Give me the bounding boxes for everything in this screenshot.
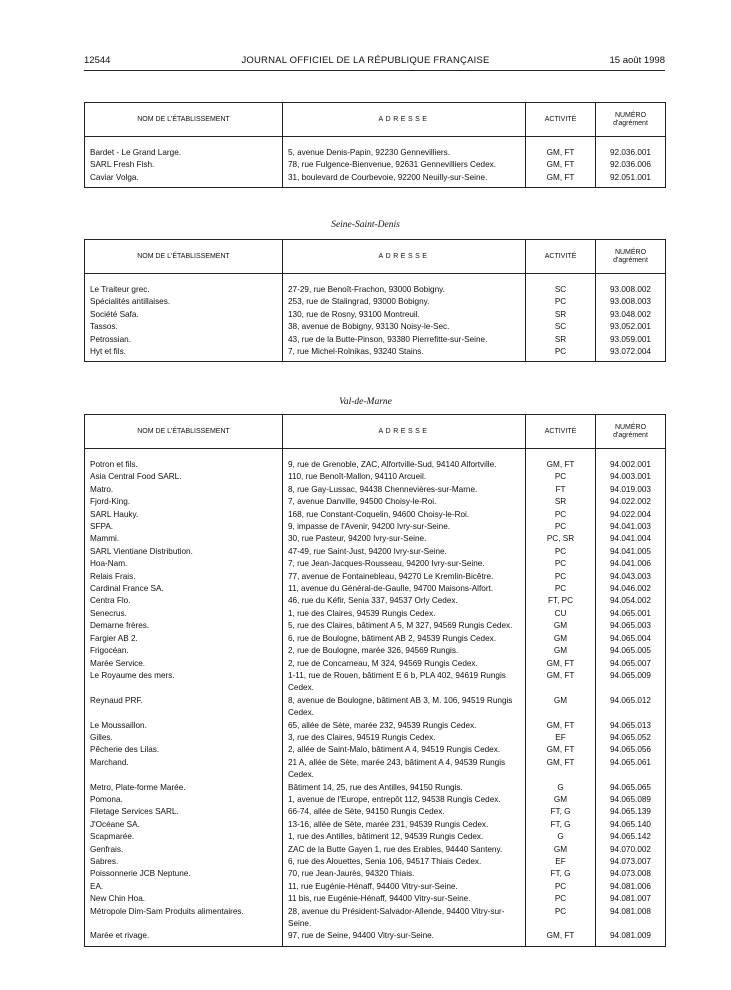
- establishment-activity: GM: [526, 633, 596, 645]
- table-row: [85, 496, 666, 508]
- table-row: [85, 147, 666, 159]
- table-row: [85, 546, 666, 558]
- establishment-address: 46, rue du Kéfir, Senia 337, 94537 Orly Cedex.: [283, 595, 526, 607]
- establishment-activity: FT: [526, 484, 596, 496]
- establishment-activity: GM, FT: [526, 459, 596, 471]
- table-row: [85, 296, 666, 308]
- establishment-activity: SR: [526, 496, 596, 508]
- establishment-name: Filetage Services SARL.: [90, 807, 179, 817]
- establishment-activity: PC: [526, 571, 596, 583]
- section-title-val-de-marne: Val-de-Marne: [339, 397, 392, 407]
- approval-number: 94.022.002: [596, 496, 666, 508]
- approval-number: 93.052.001: [596, 321, 666, 333]
- establishment-name: Demarne frères.: [90, 621, 150, 631]
- approval-number: 94.003.001: [596, 471, 666, 483]
- table-row: [85, 172, 666, 188]
- approval-number: 94.065.056: [596, 744, 666, 756]
- establishment-address: ZAC de la Butte Gayen 1, rue des Erables, 94440 Santeny.: [283, 844, 526, 856]
- table-row: [85, 856, 666, 868]
- table-row: [85, 471, 666, 483]
- approval-number: 93.008.002: [596, 284, 666, 296]
- approval-number: 92.051.001: [596, 172, 666, 188]
- establishment-name: Société Safa.: [90, 309, 139, 319]
- establishment-address: 78, rue Fulgence-Bienvenue, 92631 Gennevilliers Cedex.: [283, 159, 526, 171]
- establishment-name: Métropole Dim-Sam Produits alimentaires.: [90, 906, 244, 916]
- table-row: [85, 844, 666, 856]
- approval-number: 94.065.001: [596, 608, 666, 620]
- establishment-activity: PC: [526, 521, 596, 533]
- establishment-address: 1, avenue de l'Europe, entrepôt 112, 94538 Rungis Cedex.: [283, 794, 526, 806]
- approval-number: 94.081.009: [596, 930, 666, 946]
- establishment-address: 97, rue de Seine, 94400 Vitry-sur-Seine.: [283, 930, 526, 946]
- column-header-number-line1: NUMÉRO: [614, 111, 647, 119]
- establishment-activity: EF: [526, 732, 596, 744]
- establishment-activity: CU: [526, 608, 596, 620]
- approval-number: 94.081.006: [596, 881, 666, 893]
- establishment-name: EA.: [90, 881, 104, 891]
- establishment-name: Metro, Plate-forme Marée.: [90, 782, 186, 792]
- establishment-address: 70, rue Jean-Jaurès, 94320 Thiais.: [283, 868, 526, 880]
- establishment-activity: SR: [526, 334, 596, 346]
- establishment-activity: FT, G: [526, 819, 596, 831]
- approval-number: 94.041.006: [596, 558, 666, 570]
- establishment-address: 65, allée de Sète, marée 232, 94539 Rungis Cedex.: [283, 720, 526, 732]
- table-row: [85, 868, 666, 880]
- establishment-activity: GM, FT: [526, 159, 596, 171]
- establishment-name: Gilles.: [90, 732, 113, 742]
- establishment-address: 28, avenue du Président-Salvador-Allende, 94400 Vitry-sur-Seine.: [283, 906, 526, 931]
- establishment-activity: FT, G: [526, 806, 596, 818]
- table-row: [85, 595, 666, 607]
- table-row: [85, 533, 666, 545]
- approval-number: 94.065.089: [596, 794, 666, 806]
- establishment-activity: GM, FT: [526, 172, 596, 188]
- table-row: [85, 893, 666, 905]
- table-row: [85, 633, 666, 645]
- establishment-activity: FT, PC: [526, 595, 596, 607]
- column-header-number-line1: NUMÉRO: [614, 423, 647, 431]
- table-row: [85, 459, 666, 471]
- establishment-address: 30, rue Pasteur, 94200 Ivry-sur-Seine.: [283, 533, 526, 545]
- establishment-address: 11, avenue du Général-de-Gaulle, 94700 Maisons-Alfort.: [283, 583, 526, 595]
- column-header-address: ADRESSE: [283, 240, 526, 274]
- establishment-activity: FT, G: [526, 868, 596, 880]
- table-row: [85, 346, 666, 362]
- establishment-name: Genfrais.: [90, 844, 124, 854]
- establishment-address: 1-11, rue de Rouen, bâtiment E 6 b, PLA 402, 94619 Rungis Cedex.: [283, 670, 526, 695]
- approval-number: 94.081.008: [596, 906, 666, 931]
- approval-number: 92.036.006: [596, 159, 666, 171]
- establishment-address: 43, rue de la Butte-Pinson, 93380 Pierrefitte-sur-Seine.: [283, 334, 526, 346]
- establishment-name: New Chin Hoa.: [90, 894, 146, 904]
- establishment-name: Potron et fils.: [90, 460, 138, 469]
- approval-number: 94.054.002: [596, 595, 666, 607]
- establishment-activity: PC: [526, 558, 596, 570]
- establishment-address: 38, avenue de Bobigny, 93130 Noisy-le-Sec.: [283, 321, 526, 333]
- establishment-address: 130, rue de Rosny, 93100 Montreuil.: [283, 309, 526, 321]
- table-row: [85, 794, 666, 806]
- column-header-name: NOM DE L'ÉTABLISSEMENT: [85, 415, 283, 449]
- establishment-address: 11, rue Eugénie-Hénaff, 94400 Vitry-sur-Seine.: [283, 881, 526, 893]
- establishment-name: Marchand.: [90, 757, 129, 767]
- approval-number: 94.065.052: [596, 732, 666, 744]
- establishment-activity: SR: [526, 309, 596, 321]
- establishment-address: 13-16, allée de Sète, marée 231, 94539 Rungis Cedex.: [283, 819, 526, 831]
- column-header-number: [596, 415, 666, 449]
- table-row: [85, 309, 666, 321]
- table-row: [85, 881, 666, 893]
- approval-number: 94.073.008: [596, 868, 666, 880]
- table-row: [85, 608, 666, 620]
- table-row: [85, 484, 666, 496]
- establishment-name: Le Royaume des mers.: [90, 670, 175, 680]
- approval-number: 94.065.009: [596, 670, 666, 695]
- table-row: [85, 583, 666, 595]
- establishment-activity: PC: [526, 296, 596, 308]
- establishment-activity: PC: [526, 546, 596, 558]
- establishment-name: Fargier AB 2.: [90, 633, 138, 643]
- establishment-activity: PC: [526, 471, 596, 483]
- column-header-address: ADRESSE: [283, 103, 526, 137]
- approval-number: 94.065.013: [596, 720, 666, 732]
- approval-number: 92.036.001: [596, 147, 666, 159]
- table-row: [85, 284, 666, 296]
- establishment-name: Marée et rivage.: [90, 931, 150, 941]
- establishment-activity: EF: [526, 856, 596, 868]
- establishment-name: Tassos.: [90, 322, 118, 332]
- establishment-address: Bâtiment 14, 25, rue des Antilles, 94150 Rungis.: [283, 782, 526, 794]
- establishment-name: Senecrus.: [90, 608, 127, 618]
- column-header-number: [596, 240, 666, 274]
- establishment-address: 47-49, rue Saint-Just, 94200 Ivry-sur-Seine.: [283, 546, 526, 558]
- approval-number: 94.041.005: [596, 546, 666, 558]
- table-row: [85, 831, 666, 843]
- establishment-name: Le Moussaillon.: [90, 720, 147, 730]
- column-header-activity: ACTIVITÉ: [526, 415, 596, 449]
- establishment-address: 2, rue de Boulogne, marée 326, 94569 Rungis.: [283, 645, 526, 657]
- establishment-activity: GM: [526, 844, 596, 856]
- approval-number: 94.065.142: [596, 831, 666, 843]
- establishment-name: Centra Flo.: [90, 596, 131, 606]
- approval-number: 94.065.005: [596, 645, 666, 657]
- approval-number: 93.059.001: [596, 334, 666, 346]
- establishment-address: 110, rue Benoît-Mallon, 94110 Arcueil.: [283, 471, 526, 483]
- table-row: [85, 334, 666, 346]
- table-row: [85, 509, 666, 521]
- approval-number: 94.065.012: [596, 695, 666, 720]
- approval-number: 94.065.140: [596, 819, 666, 831]
- establishment-address: 1, rue des Antilles, bâtiment 12, 94539 Rungis Cedex.: [283, 831, 526, 843]
- establishments-table: [84, 239, 666, 362]
- table-row: [85, 906, 666, 931]
- approval-number: 94.065.003: [596, 620, 666, 632]
- approval-number: 94.065.061: [596, 757, 666, 782]
- establishment-activity: SC: [526, 321, 596, 333]
- establishment-address: 5, rue des Claires, bâtiment A 5, M 327, 94569 Rungis Cedex.: [283, 620, 526, 632]
- establishment-name: Mammi.: [90, 534, 120, 544]
- establishment-name: Asia Central Food SARL.: [90, 472, 182, 482]
- establishment-name: Sabres.: [90, 857, 119, 866]
- establishment-activity: SC: [526, 284, 596, 296]
- table-row: [85, 658, 666, 670]
- establishment-name: Marée Service.: [90, 658, 146, 668]
- table-row: [85, 695, 666, 720]
- establishment-activity: GM: [526, 620, 596, 632]
- approval-number: 94.043.003: [596, 571, 666, 583]
- establishment-activity: PC: [526, 893, 596, 905]
- column-header-name: NOM DE L'ÉTABLISSEMENT: [85, 103, 283, 137]
- table-row: [85, 732, 666, 744]
- establishment-name: SARL Fresh Fish.: [90, 160, 155, 170]
- establishment-name: SFPA.: [90, 522, 114, 532]
- approval-number: 94.065.065: [596, 782, 666, 794]
- establishment-name: Hoa-Nam.: [90, 559, 128, 569]
- establishment-name: Hyt et fils.: [90, 347, 126, 357]
- column-header-number: [596, 103, 666, 137]
- establishment-name: J'Océane SA.: [90, 819, 140, 829]
- approval-number: 94.070.002: [596, 844, 666, 856]
- column-header-number-line1: NUMÉRO: [614, 248, 647, 256]
- establishment-name: Relais Frais.: [90, 571, 136, 581]
- table-row: [85, 571, 666, 583]
- establishment-address: 9, rue de Grenoble, ZAC, Alfortville-Sud, 94140 Alfortville.: [283, 459, 526, 471]
- page-number: 12544: [84, 55, 111, 66]
- establishment-name: Fjord-King.: [90, 497, 131, 507]
- establishment-address: 7, rue Michel-Rolnikas, 93240 Stains.: [283, 346, 526, 362]
- establishment-name: Petrossian.: [90, 334, 131, 344]
- approval-number: 94.065.007: [596, 658, 666, 670]
- establishment-activity: GM, FT: [526, 658, 596, 670]
- establishment-address: 5, avenue Denis-Papin, 92230 Gennevilliers.: [283, 147, 526, 159]
- establishment-address: 8, rue Gay-Lussac, 94438 Chennevières-sur-Marne.: [283, 484, 526, 496]
- table-row: [85, 720, 666, 732]
- column-header-number-line2: d'agrément: [613, 256, 648, 264]
- approval-number: 94.081.007: [596, 893, 666, 905]
- establishment-activity: GM, FT: [526, 744, 596, 756]
- table-row: [85, 645, 666, 657]
- establishment-address: 6, rue de Boulogne, bâtiment AB 2, 94539 Rungis Cedex.: [283, 633, 526, 645]
- table-row: [85, 670, 666, 695]
- approval-number: 94.073.007: [596, 856, 666, 868]
- table-row: [85, 806, 666, 818]
- table-row: [85, 521, 666, 533]
- table-row: [85, 757, 666, 782]
- establishment-address: 6, rue des Alouettes, Senia 106, 94517 Thiais Cedex.: [283, 856, 526, 868]
- approval-number: 94.002.001: [596, 459, 666, 471]
- approval-number: 94.065.139: [596, 806, 666, 818]
- column-header-activity: ACTIVITÉ: [526, 240, 596, 274]
- approval-number: 94.065.004: [596, 633, 666, 645]
- establishment-activity: PC: [526, 881, 596, 893]
- establishment-name: SARL Vientiane Distribution.: [90, 546, 193, 556]
- establishment-address: 27-29, rue Benoît-Frachon, 93000 Bobigny.: [283, 284, 526, 296]
- establishment-address: 1, rue des Claires, 94539 Rungis Cedex.: [283, 608, 526, 620]
- establishment-address: 21 A, allée de Sète, marée 243, bâtiment A 4, 94539 Rungis Cedex.: [283, 757, 526, 782]
- establishment-activity: PC: [526, 583, 596, 595]
- table-row: [85, 930, 666, 946]
- establishment-activity: GM, FT: [526, 670, 596, 695]
- establishment-name: Pêcherie des Lilas.: [90, 745, 160, 755]
- approval-number: 94.041.004: [596, 533, 666, 545]
- table-row: [85, 620, 666, 632]
- establishment-address: 66-74, allée de Sète, 94150 Rungis Cedex.: [283, 806, 526, 818]
- establishment-name: Le Traiteur grec.: [90, 285, 150, 294]
- approval-number: 93.048.002: [596, 309, 666, 321]
- column-header-address: ADRESSE: [283, 415, 526, 449]
- establishment-name: Scapmarée.: [90, 832, 135, 842]
- approval-number: 94.046.002: [596, 583, 666, 595]
- establishment-activity: G: [526, 782, 596, 794]
- table-row: [85, 159, 666, 171]
- establishment-address: 9, impasse de l'Avenir, 94200 Ivry-sur-Seine.: [283, 521, 526, 533]
- establishment-address: 8, avenue de Boulogne, bâtiment AB 3, M. 106, 94519 Rungis Cedex.: [283, 695, 526, 720]
- approval-number: 94.041.003: [596, 521, 666, 533]
- approval-number: 93.072.004: [596, 346, 666, 362]
- establishment-name: Bardet - Le Grand Large.: [90, 148, 182, 157]
- establishment-activity: GM, FT: [526, 930, 596, 946]
- establishment-address: 11 bis, rue Eugénie-Hénaff, 94400 Vitry-sur-Seine.: [283, 893, 526, 905]
- approval-number: 93.008.003: [596, 296, 666, 308]
- establishment-activity: GM: [526, 645, 596, 657]
- column-header-name: NOM DE L'ÉTABLISSEMENT: [85, 240, 283, 274]
- establishment-name: Frigocéan.: [90, 646, 129, 656]
- establishment-address: 31, boulevard de Courbevoie, 92200 Neuilly-sur-Seine.: [283, 172, 526, 188]
- table-row: [85, 819, 666, 831]
- establishment-address: 168, rue Constant-Coquelin, 94600 Choisy-le-Roi.: [283, 509, 526, 521]
- section-title-seine-saint-denis: Seine-Saint-Denis: [331, 220, 400, 230]
- establishment-activity: PC: [526, 906, 596, 931]
- table-row: [85, 744, 666, 756]
- establishment-activity: GM, FT: [526, 757, 596, 782]
- establishment-address: 77, avenue de Fontainebleau, 94270 Le Kremlin-Bicêtre.: [283, 571, 526, 583]
- establishment-name: SARL Hauky.: [90, 509, 139, 519]
- column-header-number-line2: d'agrément: [613, 431, 648, 439]
- establishments-table: [84, 414, 666, 947]
- approval-number: 94.022.004: [596, 509, 666, 521]
- establishment-address: 2, allée de Saint-Malo, bâtiment A 4, 94519 Rungis Cedex.: [283, 744, 526, 756]
- column-header-number-line2: d'agrément: [613, 119, 648, 127]
- establishment-name: Spécialités antillaises.: [90, 297, 171, 307]
- establishment-activity: GM, FT: [526, 147, 596, 159]
- approval-number: 94.019.003: [596, 484, 666, 496]
- establishment-address: 253, rue de Stalingrad, 93000 Bobigny.: [283, 296, 526, 308]
- establishment-address: 7, rue Jean-Jacques-Rousseau, 94200 Ivry-sur-Seine.: [283, 558, 526, 570]
- establishment-activity: PC, SR: [526, 533, 596, 545]
- table-row: [85, 558, 666, 570]
- header-rule: [84, 70, 665, 71]
- establishments-table: [84, 102, 666, 188]
- establishment-address: 7, avenue Danville, 94500 Choisy-le-Roi.: [283, 496, 526, 508]
- establishment-name: Reynaud PRF.: [90, 695, 143, 705]
- table-row: [85, 782, 666, 794]
- establishment-activity: GM, FT: [526, 720, 596, 732]
- establishment-name: Matro.: [90, 484, 114, 494]
- issue-date: 15 août 1998: [609, 55, 665, 66]
- establishment-name: Cardinal France SA.: [90, 584, 164, 594]
- establishment-address: 3, rue des Claires, 94519 Rungis Cedex.: [283, 732, 526, 744]
- journal-title: JOURNAL OFFICIEL DE LA RÉPUBLIQUE FRANÇAISE: [241, 55, 490, 66]
- establishment-activity: PC: [526, 346, 596, 362]
- establishment-activity: GM: [526, 794, 596, 806]
- establishment-activity: PC: [526, 509, 596, 521]
- column-header-activity: ACTIVITÉ: [526, 103, 596, 137]
- establishment-address: 2, rue de Concarneau, M 324, 94569 Rungis Cedex.: [283, 658, 526, 670]
- establishment-activity: G: [526, 831, 596, 843]
- table-row: [85, 321, 666, 333]
- establishment-name: Pomona.: [90, 794, 123, 804]
- establishment-name: Poissonnerie JCB Neptune.: [90, 869, 191, 879]
- establishment-activity: GM: [526, 695, 596, 720]
- establishment-name: Caviar Volga.: [90, 172, 139, 182]
